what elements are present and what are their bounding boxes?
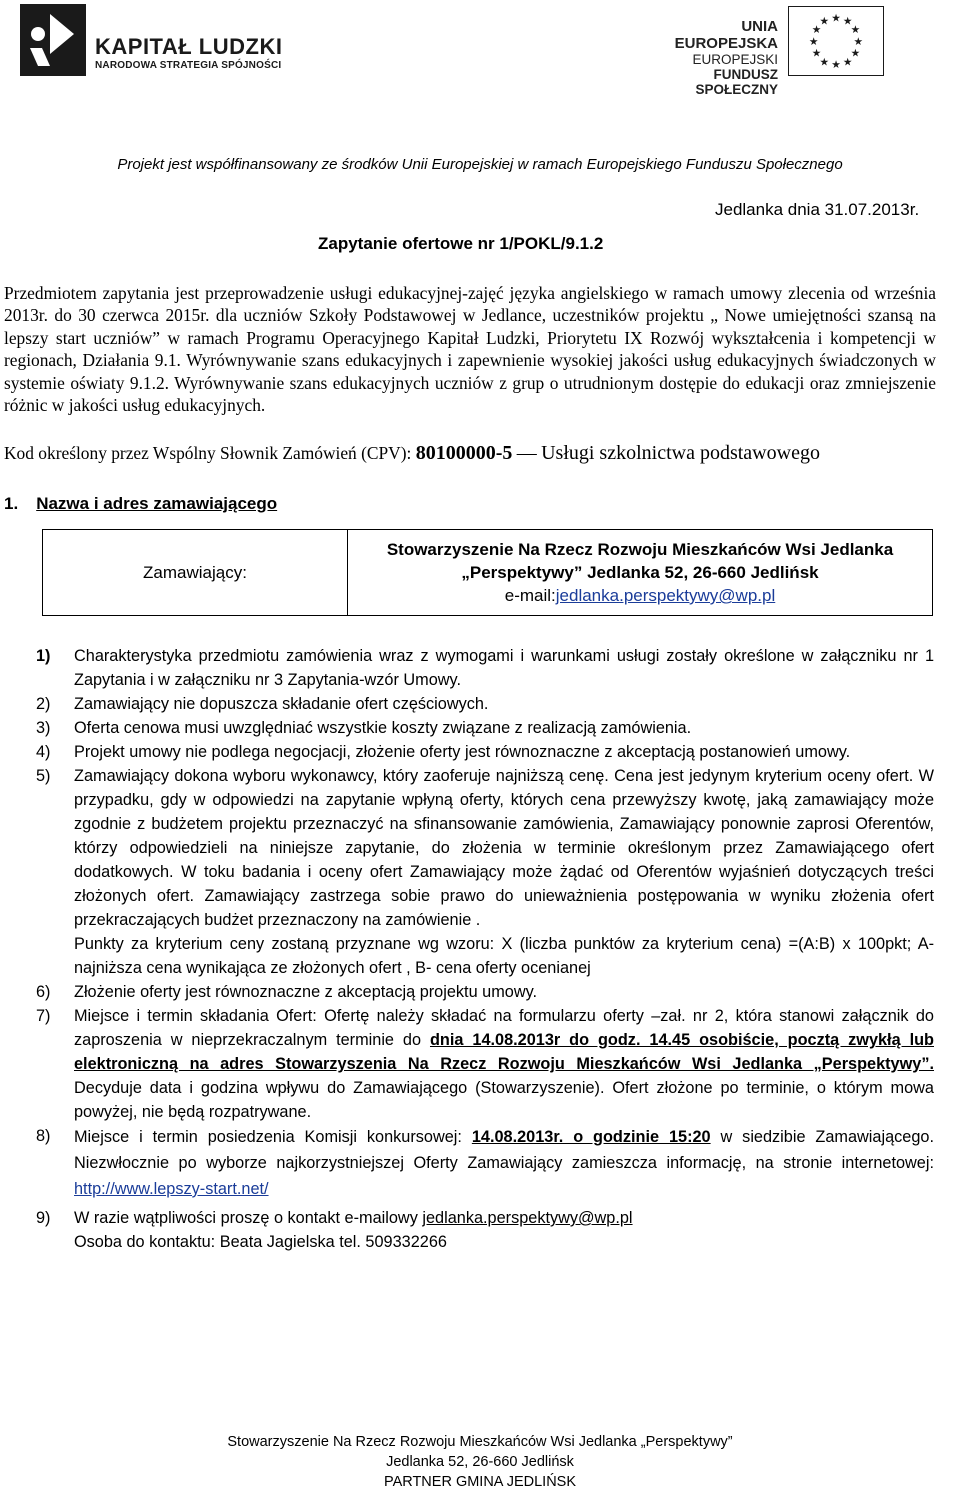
item-number: 5): [36, 767, 51, 785]
list-item: [36, 1206, 934, 1254]
kapital-ludzki-mark-icon: [20, 4, 86, 76]
buyer-email-link[interactable]: jedlanka.perspektywy@wp.pl: [555, 586, 776, 605]
kapital-ludzki-title: KAPITAŁ LUDZKI: [95, 34, 283, 59]
buyer-name: Stowarzyszenie Na Rzecz Rozwoju Mieszkańców Wsi Jedlanka: [386, 540, 894, 559]
item-text-c: w siedzibie Zamawiającego. Niezwłocznie po wyborze najkorzystniejszej Oferty Zamawiający zamieszcza informację, na stronie internetowej:: [74, 1128, 934, 1172]
section-number: 1.: [4, 494, 19, 513]
eu-flag-icon: [788, 6, 884, 76]
svg-text:★: ★: [842, 55, 853, 69]
item-number: 2): [36, 695, 51, 713]
svg-text:★: ★: [811, 46, 822, 60]
item-number: 9): [36, 1209, 51, 1227]
item-meeting-date: 14.08.2013r. o godzinie 15:20: [471, 1128, 711, 1146]
buyer-email-prefix: e-mail:: [504, 586, 556, 605]
svg-text:★: ★: [819, 14, 830, 28]
list-item: [36, 740, 934, 764]
list-item: [36, 716, 934, 740]
kapital-ludzki-subtitle: NARODOWA STRATEGIA SPÓJNOŚCI: [95, 60, 282, 71]
eu-line3: FUNDUSZ SPOŁECZNY: [695, 67, 778, 97]
item-text: [74, 1206, 934, 1230]
item-text-c: Decyduje data i godzina wpływu do Zamawiającego (Stowarzyszenie). Ofert złożone po terminie, o którym mowa powyżej, nie będą rozpatrywane.: [74, 1079, 934, 1121]
footer-line1: Stowarzyszenie Na Rzecz Rozwoju Mieszkańców Wsi Jedlanka „Perspektywy”: [227, 1434, 733, 1450]
intro-paragraph: [4, 282, 936, 416]
item-text: [74, 1124, 934, 1202]
eu-logo-text: [636, 18, 778, 97]
svg-text:★: ★: [811, 23, 822, 37]
cpv-prefix: Kod określony przez Wspólny Słownik Zamówień (CPV):: [4, 443, 412, 463]
eu-line1: UNIA EUROPEJSKA: [674, 18, 778, 52]
buyer-email-line: [349, 584, 931, 607]
list-item: [36, 764, 934, 980]
svg-text:★: ★: [808, 34, 819, 48]
cofinancing-note: Projekt jest współfinansowany ze środków Unii Europejskiej w ramach Europejskiego Funduszu Społecznego: [117, 156, 843, 173]
item-number: 3): [36, 719, 51, 737]
section-heading: [4, 494, 277, 514]
svg-text:★: ★: [850, 23, 861, 37]
page-title: Zapytanie ofertowe nr 1/POKL/9.1.2: [318, 234, 604, 253]
section-title: Nazwa i adres zamawiającego: [36, 494, 278, 513]
item-number: 8): [36, 1127, 51, 1145]
conditions-list: [36, 644, 934, 1254]
svg-text:★: ★: [850, 46, 861, 60]
buyer-address: „Perspektywy” Jedlanka 52, 26-660 Jedlińsk: [461, 563, 819, 582]
table-row: [43, 530, 933, 616]
item-text: Zamawiający dokona wyboru wykonawcy, który zaoferuje najniższą cenę. Cena jest jedynym kryterium oceny ofert. W przypadku, gdy w odpowiedzi na zapytanie wpłyną oferty, których cena przewyższy kwotę, jaką zamawiający może zgodnie z budżetem projektu przeznaczyć na sfinansowanie zamówienia, Zamawiający ponownie zaprosi Oferentów, którzy odpowiedzieli na niniejsze zapytanie, do złożenia w terminie określonym przez Zamawiającego ofert dodatkowych. W toku badania i oceny ofert Zamawiający może żądać od Oferentów wyjaśnień dotyczących treści złożonych ofert. Zamawiający zastrzega sobie prawo do unieważnienia postępowania w wyniku złożenia ofert przekraczających budżet przeznaczony na zamówienie .: [74, 767, 934, 929]
item-text: Złożenie oferty jest równoznaczne z akceptacją projektu umowy.: [74, 983, 538, 1001]
item-deadline: dnia 14.08.2013r do godz. 14.45 osobiście, pocztą zwykłą lub elektroniczną na adres Stowarzyszenia Na Rzecz Rozwoju Mieszkańców Wsi Jedlanka „Perspektywy”.: [74, 1031, 934, 1073]
place-date: Jedlanka dnia 31.07.2013r.: [715, 200, 920, 219]
item-text: Charakterystyka przedmiotu zamówienia wraz z wymogami i warunkami usługi zostały określone w załączniku nr 1 Zapytania i w załączniku nr 3 Zapytania-wzór Umowy.: [74, 647, 934, 689]
item-text: Zamawiający nie dopuszcza składanie ofert częściowych.: [74, 695, 489, 713]
item-text-a: W razie wątpliwości proszę o kontakt e-mailowy: [74, 1209, 423, 1227]
eu-logo: [636, 4, 946, 97]
item-text: Oferta cenowa musi uwzględniać wszystkie koszty związane z realizacją zamówienia.: [74, 719, 692, 737]
kapital-ludzki-logo: [20, 4, 320, 80]
buyer-label: Zamawiający:: [43, 530, 348, 616]
eu-line2: EUROPEJSKI: [692, 52, 778, 67]
svg-text:★: ★: [842, 14, 853, 28]
svg-text:★: ★: [819, 55, 830, 69]
footer-line2: Jedlanka 52, 26-660 Jedlińsk: [386, 1454, 574, 1470]
list-item: [36, 644, 934, 692]
svg-text:★: ★: [853, 34, 864, 48]
buyer-details: [348, 530, 933, 616]
item-text-a: Miejsce i termin składania Ofert: Ofertę należy składać na formularzu oferty –zał. nr 2, która stanowi załącznik do zaproszenia w nieprzekraczalnym terminie do: [74, 1007, 934, 1049]
website-link[interactable]: http://www.lepszy-start.net/: [74, 1180, 269, 1198]
cpv-dash: —: [516, 442, 537, 464]
item-text: [74, 1004, 934, 1124]
cpv-description: Usługi szkolnictwa podstawowego: [541, 442, 820, 464]
svg-text:★: ★: [831, 11, 841, 25]
intro-text: Przedmiotem zapytania jest przeprowadzenie usługi edukacyjnej-zajęć języka angielskiego w ramach umowy zlecenia od września 2013r. do 30 czerwca 2015r. dla uczniów Szkoły Podstawowej w Jedlance, uczestników projektu „ Nowe umiejętności szansą na lepszy start uczniów” w ramach Programu Operacyjnego Kapitał Ludzki, Priorytetu IX Rozwój wykształcenia i kompetencji w regionach, Działania 9.1. Wyrównywanie szans edukacyjnych i zapewnienie wysokiej jakości usług edukacyjnych świadczonych w systemie oświaty 9.1.2. Wyrównywanie szans edukacyjnych uczniów z grup o utrudnionym dostępie do edukacji oraz zmniejszenie różnic w jakości usług edukacyjnych.: [4, 283, 936, 416]
cpv-line: [4, 442, 944, 465]
item-number: 6): [36, 983, 51, 1001]
list-item: [36, 1004, 934, 1124]
item-number: 4): [36, 743, 51, 761]
svg-text:★: ★: [831, 58, 841, 72]
contact-person: Osoba do kontaktu: Beata Jagielska tel. 509332266: [74, 1233, 447, 1251]
item-text-formula: Punkty za kryterium ceny zostaną przyznane wg wzoru: X (liczba punktów za kryterium cena) =(A:B) x 100pkt; A-najniższa cena wynikająca ze złożonych ofert , B- cena oferty ocenianej: [74, 935, 934, 977]
cpv-code: 80100000-5: [415, 442, 513, 464]
item-text: Projekt umowy nie podlega negocjacji, złożenie oferty jest równoznaczne z akceptacją postanowień umowy.: [74, 743, 851, 761]
item-text-a: Miejsce i termin posiedzenia Komisji konkursowej:: [74, 1128, 472, 1146]
list-item: [36, 1124, 934, 1202]
item-number: 7): [36, 1007, 51, 1025]
footer: [0, 1432, 960, 1492]
contact-email-link[interactable]: jedlanka.perspektywy@wp.pl: [422, 1209, 633, 1227]
item-number: 1): [36, 647, 51, 665]
footer-line3: PARTNER GMINA JEDLIŃSK: [383, 1474, 577, 1490]
list-item: [36, 980, 934, 1004]
list-item: [36, 692, 934, 716]
buyer-table: [42, 529, 933, 616]
